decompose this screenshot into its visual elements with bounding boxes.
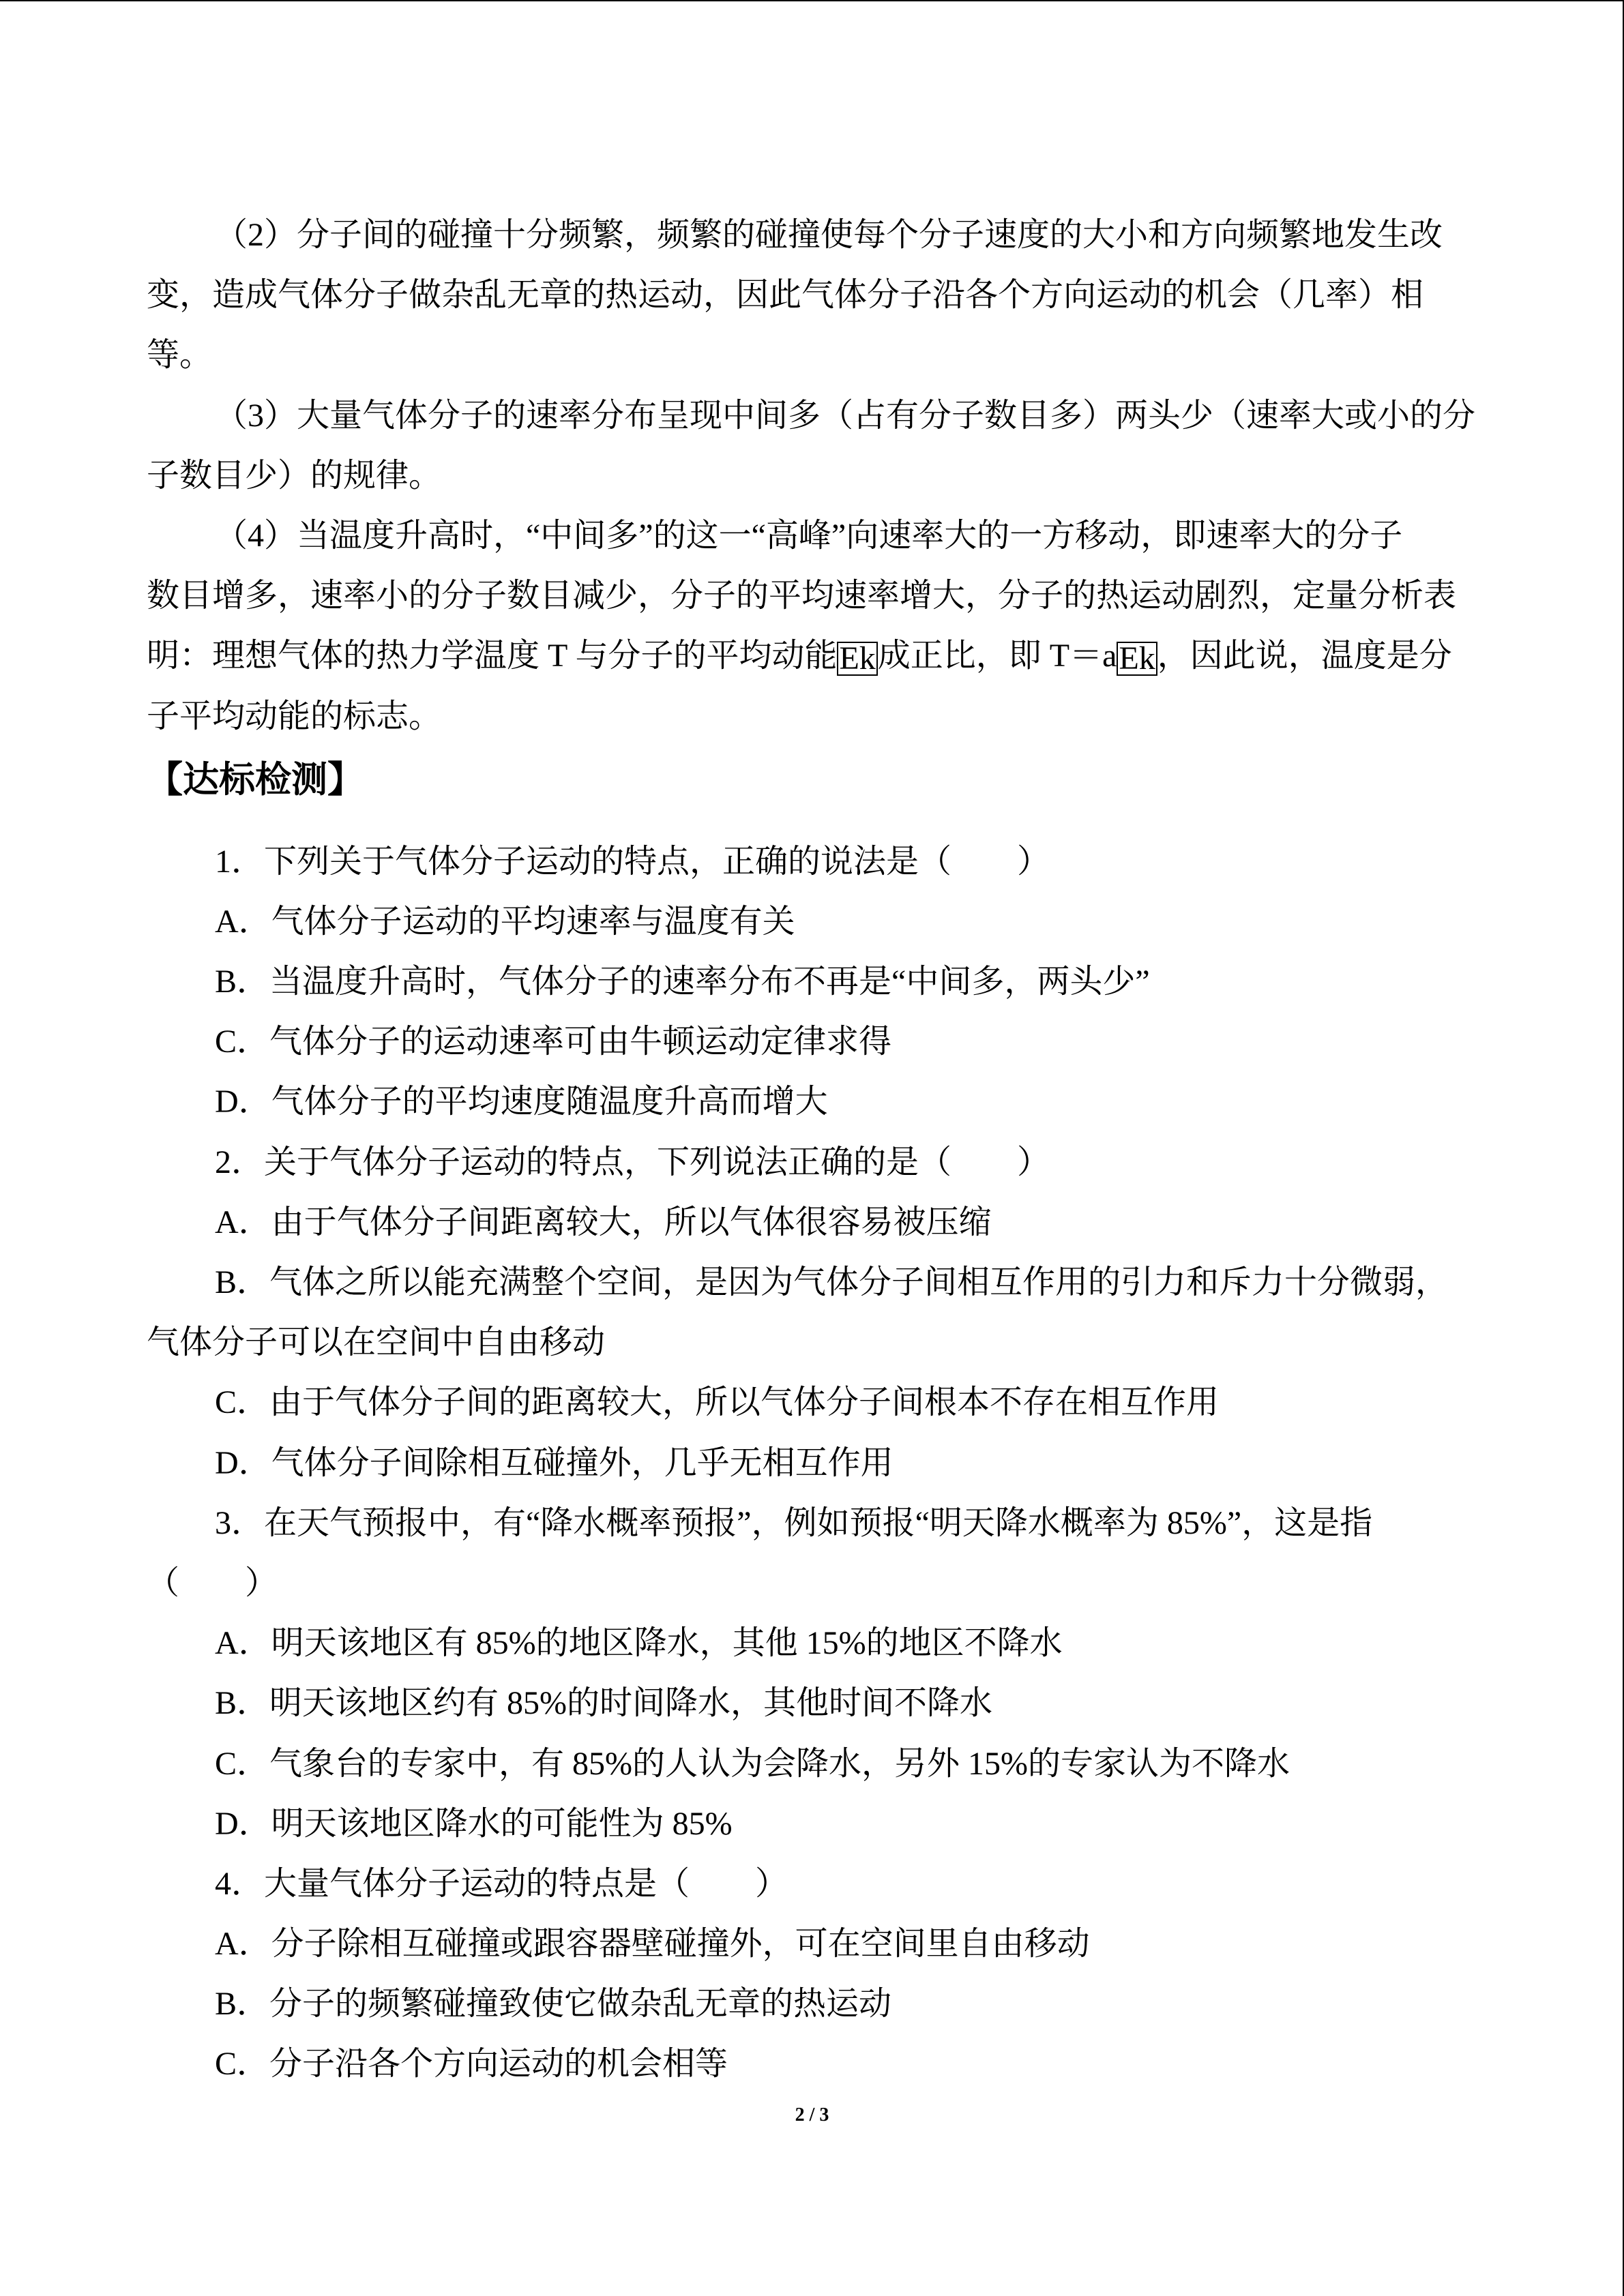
page-number: 2 / 3 — [795, 2104, 829, 2126]
text-segment: 明：理想气体的热力学温度 T 与分子的平均动能 — [147, 638, 838, 674]
question-4 — [147, 1854, 1477, 2095]
paragraph-2 — [147, 205, 1477, 386]
question-3 — [147, 1493, 1477, 1854]
question-2 — [147, 1133, 1477, 1493]
question-2-option-c: C．由于气体分子间的距离较大，所以气体分子间根本不存在相互作用 — [215, 1384, 1220, 1421]
question-3-option-d: D．明天该地区降水的可能性为 85% — [215, 1805, 733, 1842]
question-2-option-b-continuation: 气体分子可以在空间中自由移动 — [147, 1324, 606, 1361]
paragraph-3 — [147, 386, 1477, 506]
question-3-option-a: A．明天该地区有 85%的地区降水，其他 15%的地区不降水 — [215, 1625, 1063, 1662]
question-1-option-a: A．气体分子运动的平均速率与温度有关 — [215, 903, 795, 940]
question-3-option-c: C．气象台的专家中，有 85%的人认为会降水，另外 15%的专家认为不降水 — [215, 1745, 1290, 1782]
question-3-option-b: B．明天该地区约有 85%的时间降水，其他时间不降水 — [215, 1685, 993, 1722]
question-4-stem: 4．大量气体分子运动的特点是（ ） — [215, 1865, 788, 1902]
question-1-stem: 1．下列关于气体分子运动的特点，正确的说法是（ ） — [215, 843, 1050, 880]
question-1-option-b: B．当温度升高时，气体分子的速率分布不再是“中间多，两头少” — [215, 964, 1150, 1000]
question-4-option-c: C．分子沿各个方向运动的机会相等 — [215, 2046, 728, 2083]
kinetic-energy-symbol-box: Ek — [1117, 642, 1157, 676]
question-2-option-b: B．气体之所以能充满整个空间，是因为气体分子间相互作用的引力和斥力十分微弱， — [215, 1264, 1449, 1300]
question-2-stem: 2．关于气体分子运动的特点，下列说法正确的是（ ） — [215, 1144, 1050, 1180]
section-heading: 【达标检测】 — [147, 760, 364, 800]
paragraph-2-line-1: （2）分子间的碰撞十分频繁，频繁的碰撞使每个分子速度的大小和方向频繁地发生改 — [215, 217, 1443, 253]
paragraph-4-line-1: （4）当温度升高时，“中间多”的这一“高峰”向速率大的一方移动，即速率大的分子 — [215, 517, 1403, 554]
paragraph-4 — [147, 506, 1477, 747]
paragraph-4-line-2: 数目增多，速率小的分子数目减少，分子的平均速率增大，分子的热运动剧烈，定量分析表 — [147, 578, 1457, 614]
question-3-answer-blank: （ ） — [147, 1564, 278, 1601]
paragraph-3-line-2: 子数目少）的规律。 — [147, 457, 442, 494]
question-2-option-a: A．由于气体分子间距离较大，所以气体很容易被压缩 — [215, 1204, 992, 1240]
paragraph-3-line-1: （3）大量气体分子的速率分布呈现中间多（占有分子数目多）两头少（速率大或小的分 — [215, 397, 1476, 434]
paragraph-2-line-2: 变，造成气体分子做杂乱无章的热运动，因此气体分子沿各个方向运动的机会（几率）相 — [147, 277, 1424, 314]
question-3-stem: 3．在天气预报中，有“降水概率预报”，例如预报“明天降水概率为 85%”，这是指 — [215, 1504, 1373, 1541]
paragraph-2-line-3: 等。 — [147, 337, 213, 374]
question-1-option-d: D．气体分子的平均速度随温度升高而增大 — [215, 1084, 828, 1120]
question-1-option-c: C．气体分子的运动速率可由牛顿运动定律求得 — [215, 1024, 892, 1060]
question-2-option-d: D．气体分子间除相互碰撞外，几乎无相互作用 — [215, 1444, 894, 1481]
question-4-option-b: B．分子的频繁碰撞致使它做杂乱无章的热运动 — [215, 1986, 892, 2023]
question-1 — [147, 832, 1477, 1133]
text-segment: 成正比，即 T＝a — [877, 638, 1117, 674]
page-content — [147, 205, 1477, 2095]
paragraph-4-line-4: 子平均动能的标志。 — [147, 698, 442, 734]
question-4-option-a: A．分子除相互碰撞或跟容器壁碰撞外，可在空间里自由移动 — [215, 1926, 1090, 1963]
text-segment: ，因此说，温度是分 — [1157, 638, 1452, 674]
paragraph-4-line-3 — [147, 626, 1477, 686]
kinetic-energy-symbol-box: Ek — [837, 642, 877, 676]
